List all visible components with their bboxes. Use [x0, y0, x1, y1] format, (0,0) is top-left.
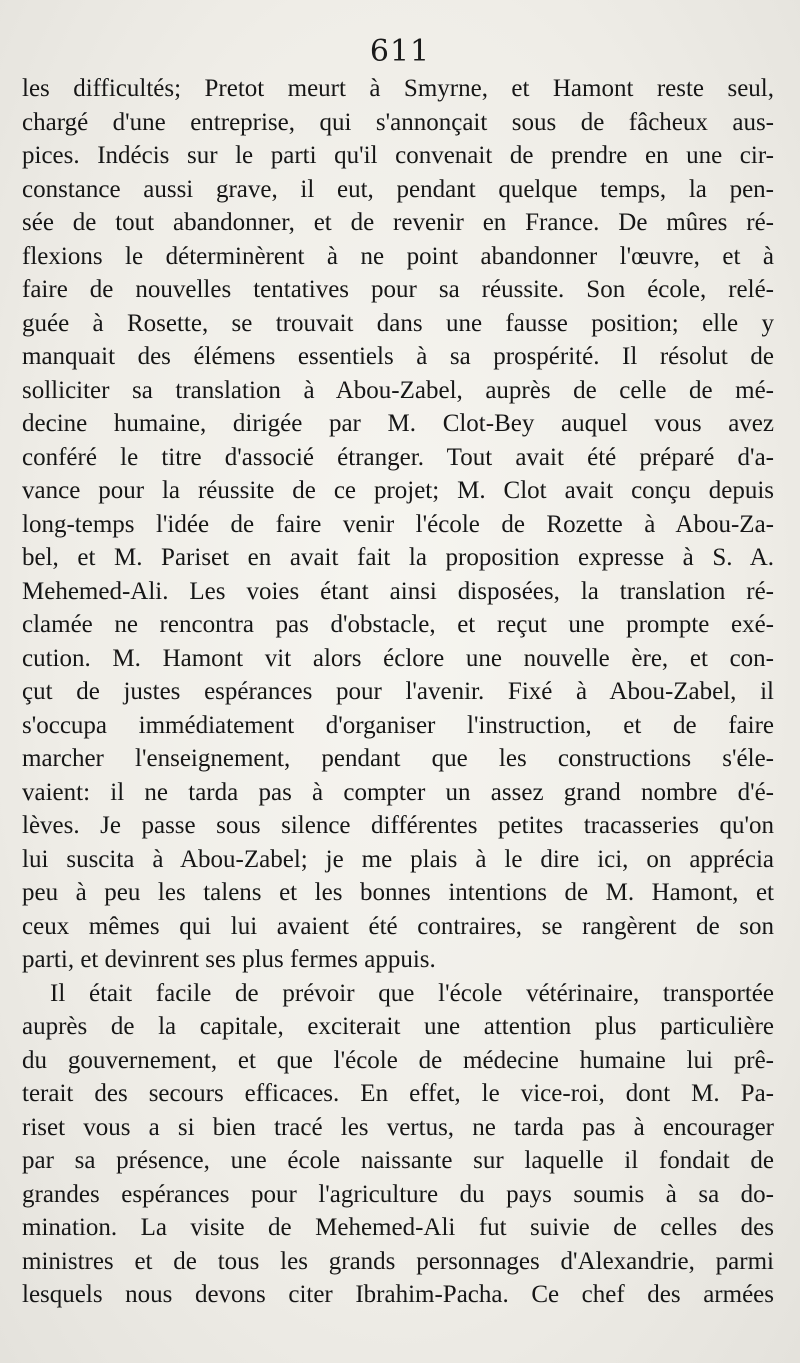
text-line: Mehemed-Ali. Les voies étant ainsi disposées, la translation ré- — [22, 577, 774, 605]
text-line: flexions le déterminèrent à ne point abandonner l'œuvre, et à — [22, 242, 774, 270]
text-line: long-temps l'idée de faire venir l'école de Rozette à Abou-Za- — [22, 510, 774, 538]
text-line: vaient: il ne tarda pas à compter un assez grand nombre d'é- — [22, 778, 774, 806]
text-line: ceux mêmes qui lui avaient été contraires, se rangèrent de son — [22, 912, 774, 940]
text-line: les difficultés; Pretot meurt à Smyrne, et Hamont reste seul, — [22, 75, 774, 102]
text-line: guée à Rosette, se trouvait dans une fausse position; elle y — [22, 309, 774, 337]
text-line: vance pour la réussite de ce projet; M. Clot avait conçu depuis — [22, 477, 774, 504]
text-line: chargé d'une entreprise, qui s'annonçait sous de fâcheux aus- — [22, 108, 774, 136]
page-number: 611 — [369, 34, 431, 69]
text-line: auprès de la capitale, exciterait une attention plus particulière — [22, 1013, 774, 1040]
text-line: marcher l'enseignement, pendant que les constructions s'éle- — [22, 745, 774, 772]
text-line: lèves. Je passe sous silence différentes petites tracasseries qu'on — [22, 812, 774, 839]
text-line: peu à peu les talens et les bonnes intentions de M. Hamont, et — [22, 879, 774, 906]
text-line: mination. La visite de Mehemed-Ali fut suivie de celles des — [22, 1214, 774, 1241]
text-line: constance aussi grave, il eut, pendant quelque temps, la pen- — [22, 175, 774, 203]
body-text — [22, 72, 774, 1312]
text-line: bel, et M. Pariset en avait fait la proposition expresse à S. A. — [22, 544, 774, 571]
text-line: solliciter sa translation à Abou-Zabel, auprès de celle de mé- — [22, 376, 774, 404]
text-line: cution. M. Hamont vit alors éclore une nouvelle ère, et con- — [22, 644, 774, 672]
text-line: lui suscita à Abou-Zabel; je me plais à le dire ici, on apprécia — [22, 845, 774, 873]
text-line: decine humaine, dirigée par M. Clot-Bey auquel vous avez — [22, 410, 774, 437]
text-line: terait des secours efficaces. En effet, le vice-roi, dont M. Pa- — [22, 1080, 774, 1107]
text-line: grandes espérances pour l'agriculture du pays soumis à sa do- — [22, 1180, 774, 1208]
text-line: conféré le titre d'associé étranger. Tout avait été préparé d'a- — [22, 443, 774, 471]
text-line: s'occupa immédiatement d'organiser l'instruction, et de faire — [22, 711, 774, 739]
text-line: ministres et de tous les grands personnages d'Alexandrie, parmi — [22, 1247, 774, 1275]
text-line: çut de justes espérances pour l'avenir. Fixé à Abou-Zabel, il — [22, 678, 774, 705]
text-line: pices. Indécis sur le parti qu'il convenait de prendre en une cir- — [22, 142, 774, 169]
text-line: riset vous a si bien tracé les vertus, ne tarda pas à encourager — [22, 1113, 774, 1141]
text-line: sée de tout abandonner, et de revenir en France. De mûres ré- — [22, 209, 774, 236]
text-line: clamée ne rencontra pas d'obstacle, et reçut une prompte exé- — [22, 611, 774, 638]
paragraph-end-line: parti, et devinrent ses plus fermes appuis. — [22, 946, 436, 973]
paragraph-start-line: Il était facile de prévoir que l'école vétérinaire, transportée — [50, 979, 774, 1007]
text-line: manquait des élémens essentiels à sa prospérité. Il résolut de — [22, 343, 774, 370]
text-line: faire de nouvelles tentatives pour sa réussite. Son école, relé- — [22, 276, 774, 303]
text-line: du gouvernement, et que l'école de médecine humaine lui prê- — [22, 1046, 774, 1074]
text-line: par sa présence, une école naissante sur laquelle il fondait de — [22, 1147, 774, 1174]
text-line: lesquels nous devons citer Ibrahim-Pacha. Ce chef des armées — [22, 1281, 774, 1308]
